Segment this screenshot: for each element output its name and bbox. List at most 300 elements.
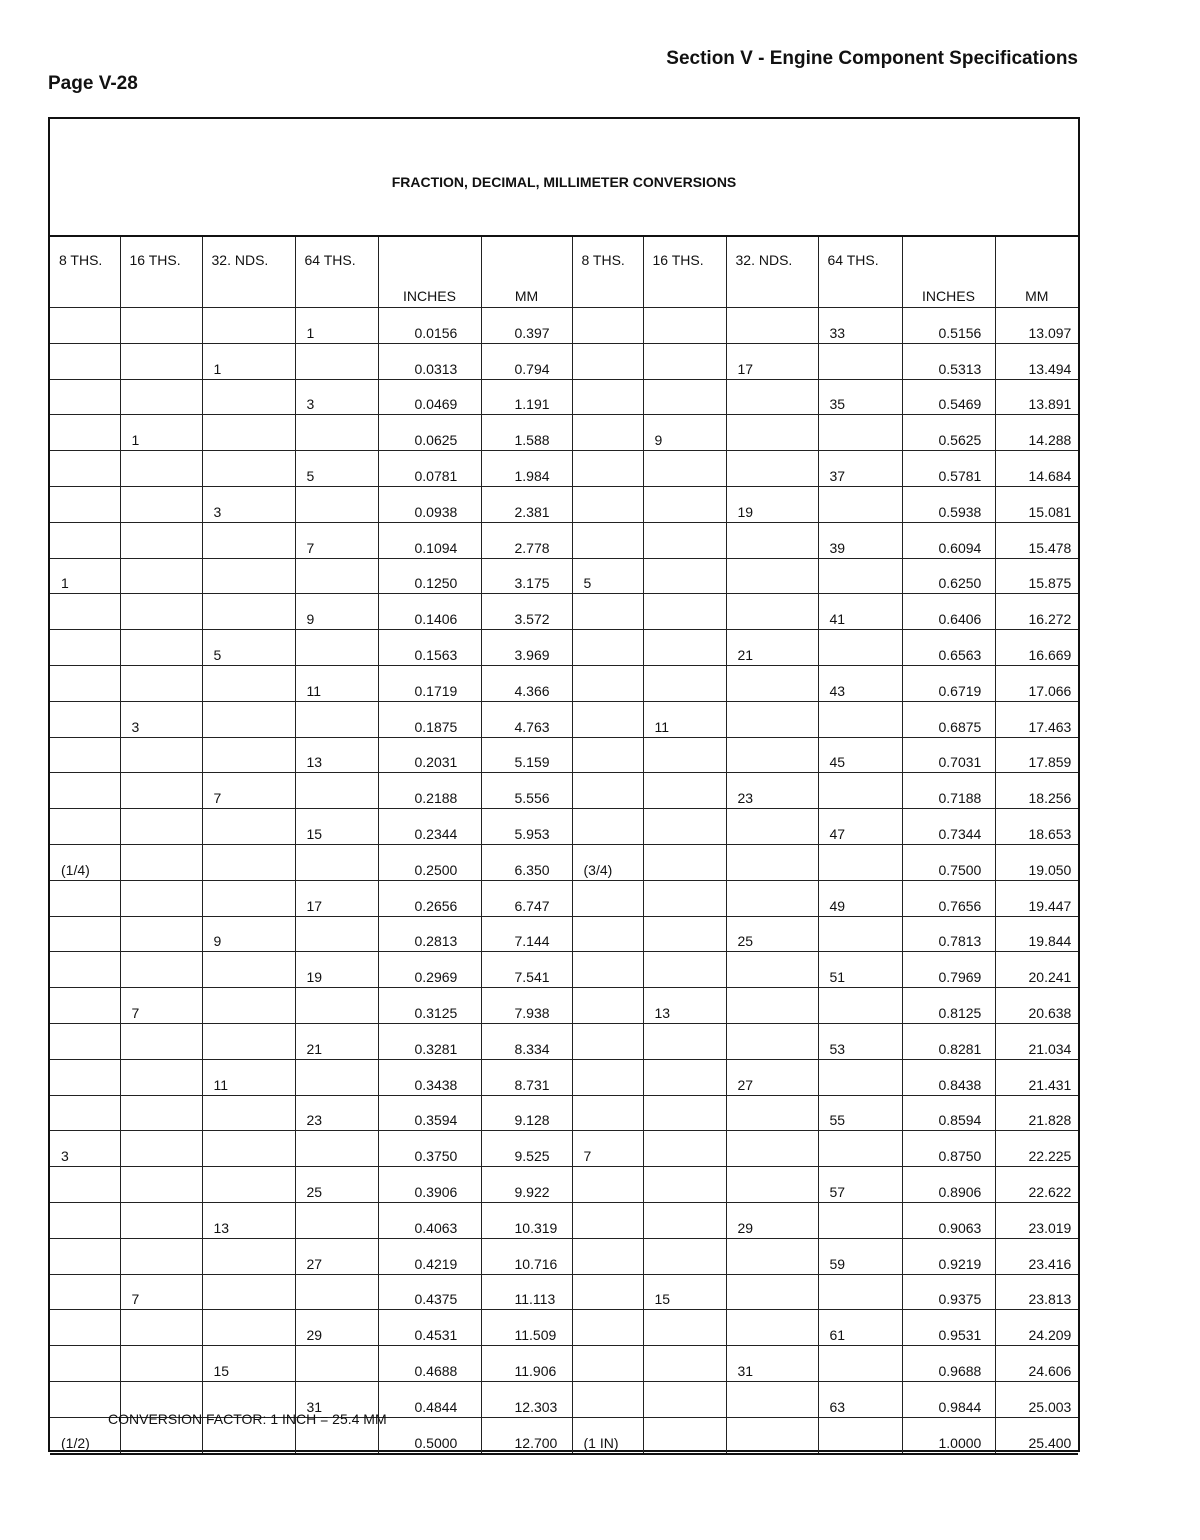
- table-cell: [50, 343, 120, 379]
- table-cell: 17.859: [995, 737, 1078, 773]
- table-cell: [50, 1059, 120, 1095]
- conversion-factor-note: CONVERSION FACTOR: 1 INCH = 25.4 MM: [108, 1411, 387, 1427]
- table-cell: 7.938: [481, 988, 572, 1024]
- table-cell: [643, 343, 726, 379]
- table-cell: 12.700: [481, 1417, 572, 1453]
- table-cell: [818, 1274, 902, 1310]
- table-cell: [120, 844, 202, 880]
- table-cell: 0.7500: [902, 844, 995, 880]
- table-cell: [726, 522, 818, 558]
- table-cell: 0.9531: [902, 1310, 995, 1346]
- table-cell: [572, 486, 643, 522]
- table-cell: [202, 809, 295, 845]
- table-cell: 0.8750: [902, 1131, 995, 1167]
- table-cell: [50, 451, 120, 487]
- table-cell: [572, 1095, 643, 1131]
- table-cell: 0.9844: [902, 1381, 995, 1417]
- table-cell: [120, 665, 202, 701]
- table-cell: 0.3125: [378, 988, 481, 1024]
- table-cell: [726, 988, 818, 1024]
- table-cell: 14.684: [995, 451, 1078, 487]
- table-cell: [818, 988, 902, 1024]
- table-cell: [643, 1023, 726, 1059]
- table-cell: [726, 594, 818, 630]
- table-cell: 10.319: [481, 1202, 572, 1238]
- table-cell: [295, 1202, 378, 1238]
- table-row: [50, 737, 1078, 773]
- table-cell: [120, 1346, 202, 1382]
- table-cell: [120, 308, 202, 344]
- table-cell: 2.778: [481, 522, 572, 558]
- table-cell: 0.8906: [902, 1167, 995, 1203]
- table-cell: 3: [295, 379, 378, 415]
- table-cell: 17: [726, 343, 818, 379]
- table-cell: [202, 415, 295, 451]
- table-cell: [295, 630, 378, 666]
- table-cell: [572, 988, 643, 1024]
- table-cell: 0.4375: [378, 1274, 481, 1310]
- table-row: [50, 630, 1078, 666]
- table-cell: [643, 844, 726, 880]
- table-cell: 24.606: [995, 1346, 1078, 1382]
- table-cell: [726, 1310, 818, 1346]
- table-cell: [572, 1202, 643, 1238]
- table-cell: [726, 1274, 818, 1310]
- table-cell: 19: [726, 486, 818, 522]
- table-cell: 0.3594: [378, 1095, 481, 1131]
- column-header: 32. NDS.: [202, 236, 295, 308]
- table-cell: [726, 1167, 818, 1203]
- table-cell: 5.159: [481, 737, 572, 773]
- table-cell: [572, 1310, 643, 1346]
- table-cell: 0.4063: [378, 1202, 481, 1238]
- table-cell: 0.7969: [902, 952, 995, 988]
- table-cell: [818, 415, 902, 451]
- table-cell: 0.7188: [902, 773, 995, 809]
- table-row: [50, 773, 1078, 809]
- table-cell: 0.3750: [378, 1131, 481, 1167]
- table-cell: 39: [818, 522, 902, 558]
- table-cell: [120, 630, 202, 666]
- table-cell: [295, 701, 378, 737]
- table-cell: 3: [120, 701, 202, 737]
- table-cell: [120, 522, 202, 558]
- table-cell: 25.400: [995, 1417, 1078, 1453]
- table-cell: 20.241: [995, 952, 1078, 988]
- table-row: [50, 558, 1078, 594]
- table-row: [50, 1131, 1078, 1167]
- table-cell: 51: [818, 952, 902, 988]
- table-cell: 53: [818, 1023, 902, 1059]
- table-cell: [120, 1095, 202, 1131]
- table-cell: 14.288: [995, 415, 1078, 451]
- table-cell: [202, 952, 295, 988]
- table-cell: 45: [818, 737, 902, 773]
- table-cell: [818, 1346, 902, 1382]
- table-cell: 0.1406: [378, 594, 481, 630]
- table-cell: [295, 1274, 378, 1310]
- table-cell: [572, 665, 643, 701]
- table-cell: [295, 415, 378, 451]
- table-cell: 0.1719: [378, 665, 481, 701]
- table-row: [50, 665, 1078, 701]
- table-cell: 7.144: [481, 916, 572, 952]
- table-cell: 23.019: [995, 1202, 1078, 1238]
- page-number: Page V-28: [48, 73, 138, 94]
- table-cell: [50, 1095, 120, 1131]
- table-cell: 0.6719: [902, 665, 995, 701]
- table-cell: [120, 558, 202, 594]
- table-row: [50, 1167, 1078, 1203]
- table-title: FRACTION, DECIMAL, MILLIMETER CONVERSIONS: [391, 174, 737, 190]
- table-cell: 6.350: [481, 844, 572, 880]
- table-cell: 19: [295, 952, 378, 988]
- table-cell: 15.478: [995, 522, 1078, 558]
- table-cell: 21.828: [995, 1095, 1078, 1131]
- table-cell: 3: [50, 1131, 120, 1167]
- table-cell: 21: [295, 1023, 378, 1059]
- table-cell: [295, 1059, 378, 1095]
- table-cell: [572, 952, 643, 988]
- table-cell: [120, 343, 202, 379]
- table-cell: 2.381: [481, 486, 572, 522]
- table-cell: [643, 952, 726, 988]
- table-cell: [50, 1023, 120, 1059]
- table-cell: [202, 1274, 295, 1310]
- table-cell: [643, 1131, 726, 1167]
- table-cell: 0.4688: [378, 1346, 481, 1382]
- table-cell: 13: [295, 737, 378, 773]
- table-cell: [643, 665, 726, 701]
- table-cell: [572, 1059, 643, 1095]
- table-cell: [818, 1131, 902, 1167]
- table-cell: [726, 1381, 818, 1417]
- table-cell: [643, 630, 726, 666]
- table-cell: [295, 916, 378, 952]
- table-row: [50, 1310, 1078, 1346]
- table-row: [50, 1346, 1078, 1382]
- table-cell: 1.0000: [902, 1417, 995, 1453]
- table-cell: 0.0625: [378, 415, 481, 451]
- column-header: 64 THS.: [818, 236, 902, 308]
- table-cell: 0.2031: [378, 737, 481, 773]
- table-body: [50, 308, 1078, 1454]
- table-cell: [295, 558, 378, 594]
- table-cell: [643, 1310, 726, 1346]
- table-cell: 13.494: [995, 343, 1078, 379]
- table-cell: 5: [202, 630, 295, 666]
- table-cell: 13.097: [995, 308, 1078, 344]
- table-cell: 19.844: [995, 916, 1078, 952]
- table-cell: 17.066: [995, 665, 1078, 701]
- table-cell: [50, 379, 120, 415]
- table-cell: [50, 737, 120, 773]
- conversion-table-frame: [48, 117, 1080, 1452]
- table-cell: [643, 1095, 726, 1131]
- table-cell: 25.003: [995, 1381, 1078, 1417]
- table-cell: 61: [818, 1310, 902, 1346]
- table-cell: 31: [295, 1381, 378, 1417]
- table-cell: [120, 880, 202, 916]
- table-cell: [295, 343, 378, 379]
- table-cell: 9: [202, 916, 295, 952]
- table-cell: [726, 1023, 818, 1059]
- table-cell: [818, 1417, 902, 1453]
- table-cell: [643, 522, 726, 558]
- table-cell: [572, 1381, 643, 1417]
- conversion-table: [50, 235, 1078, 1455]
- table-cell: [726, 880, 818, 916]
- table-cell: [50, 486, 120, 522]
- table-cell: [726, 1131, 818, 1167]
- table-cell: [726, 809, 818, 845]
- table-cell: [726, 379, 818, 415]
- column-header: INCHES: [902, 236, 995, 308]
- table-cell: 3.969: [481, 630, 572, 666]
- table-cell: 24.209: [995, 1310, 1078, 1346]
- table-row: [50, 1095, 1078, 1131]
- table-cell: 0.2969: [378, 952, 481, 988]
- table-cell: 0.7344: [902, 809, 995, 845]
- table-cell: [643, 1417, 726, 1453]
- table-cell: 3.572: [481, 594, 572, 630]
- table-cell: [643, 773, 726, 809]
- table-cell: 11: [643, 701, 726, 737]
- table-cell: 0.5469: [902, 379, 995, 415]
- table-cell: [726, 844, 818, 880]
- table-cell: [50, 522, 120, 558]
- table-cell: [572, 737, 643, 773]
- table-cell: [818, 630, 902, 666]
- table-cell: 0.5938: [902, 486, 995, 522]
- table-cell: [643, 1346, 726, 1382]
- table-cell: [818, 343, 902, 379]
- table-cell: 4.763: [481, 701, 572, 737]
- table-cell: [50, 308, 120, 344]
- table-cell: [572, 880, 643, 916]
- table-cell: [50, 916, 120, 952]
- table-cell: 9: [295, 594, 378, 630]
- table-cell: [572, 415, 643, 451]
- table-cell: [818, 1202, 902, 1238]
- table-cell: (3/4): [572, 844, 643, 880]
- table-cell: [572, 308, 643, 344]
- table-cell: 15: [202, 1346, 295, 1382]
- table-row: [50, 308, 1078, 344]
- table-cell: [202, 451, 295, 487]
- table-cell: [120, 1131, 202, 1167]
- table-cell: 0.2344: [378, 809, 481, 845]
- table-cell: 49: [818, 880, 902, 916]
- table-cell: 0.8125: [902, 988, 995, 1024]
- table-cell: 11.906: [481, 1346, 572, 1382]
- table-cell: [120, 1059, 202, 1095]
- table-cell: 35: [818, 379, 902, 415]
- table-cell: 57: [818, 1167, 902, 1203]
- table-cell: 5: [572, 558, 643, 594]
- table-row: [50, 988, 1078, 1024]
- table-cell: 0.1875: [378, 701, 481, 737]
- table-cell: [202, 558, 295, 594]
- table-row: [50, 809, 1078, 845]
- table-cell: 47: [818, 809, 902, 845]
- table-cell: 21: [726, 630, 818, 666]
- column-header: 64 THS.: [295, 236, 378, 308]
- table-cell: [50, 1202, 120, 1238]
- table-cell: 0.9219: [902, 1238, 995, 1274]
- table-cell: 23.416: [995, 1238, 1078, 1274]
- table-cell: 1.984: [481, 451, 572, 487]
- table-row: [50, 701, 1078, 737]
- table-cell: [295, 988, 378, 1024]
- table-cell: [120, 486, 202, 522]
- table-cell: 5.556: [481, 773, 572, 809]
- table-row: [50, 1023, 1078, 1059]
- table-cell: 15.081: [995, 486, 1078, 522]
- table-cell: 8.731: [481, 1059, 572, 1095]
- table-cell: [572, 916, 643, 952]
- table-cell: 19.050: [995, 844, 1078, 880]
- table-cell: [120, 737, 202, 773]
- table-cell: [120, 773, 202, 809]
- table-cell: 29: [726, 1202, 818, 1238]
- table-cell: [202, 880, 295, 916]
- table-cell: 10.716: [481, 1238, 572, 1274]
- table-cell: [295, 844, 378, 880]
- table-cell: 27: [726, 1059, 818, 1095]
- table-cell: [643, 594, 726, 630]
- table-row: [50, 1202, 1078, 1238]
- table-cell: 9.128: [481, 1095, 572, 1131]
- table-cell: [572, 343, 643, 379]
- table-cell: 59: [818, 1238, 902, 1274]
- table-cell: [726, 1417, 818, 1453]
- table-cell: 0.0781: [378, 451, 481, 487]
- table-cell: [572, 594, 643, 630]
- table-cell: [572, 1346, 643, 1382]
- table-cell: [202, 1023, 295, 1059]
- table-cell: 7: [120, 988, 202, 1024]
- table-cell: [50, 630, 120, 666]
- table-cell: [643, 1202, 726, 1238]
- table-cell: [50, 415, 120, 451]
- column-header: 8 THS.: [50, 236, 120, 308]
- table-cell: [50, 809, 120, 845]
- table-cell: 0.0313: [378, 343, 481, 379]
- table-cell: [202, 1095, 295, 1131]
- table-cell: 1: [202, 343, 295, 379]
- table-cell: [643, 880, 726, 916]
- table-cell: 23: [726, 773, 818, 809]
- table-cell: 0.3438: [378, 1059, 481, 1095]
- table-cell: [295, 773, 378, 809]
- table-cell: (1 IN): [572, 1417, 643, 1453]
- table-cell: [202, 844, 295, 880]
- table-cell: [120, 1238, 202, 1274]
- table-cell: 11: [295, 665, 378, 701]
- table-cell: [818, 916, 902, 952]
- table-cell: [726, 1095, 818, 1131]
- table-cell: [572, 809, 643, 845]
- table-cell: [572, 1238, 643, 1274]
- table-cell: 22.622: [995, 1167, 1078, 1203]
- table-cell: 0.0938: [378, 486, 481, 522]
- column-header: INCHES: [378, 236, 481, 308]
- table-cell: [643, 308, 726, 344]
- table-cell: 0.397: [481, 308, 572, 344]
- table-cell: 18.653: [995, 809, 1078, 845]
- table-cell: 55: [818, 1095, 902, 1131]
- table-cell: [572, 773, 643, 809]
- table-cell: [50, 1310, 120, 1346]
- table-cell: 1: [295, 308, 378, 344]
- table-cell: [202, 1310, 295, 1346]
- table-cell: [643, 486, 726, 522]
- table-cell: 3: [202, 486, 295, 522]
- table-cell: 16.669: [995, 630, 1078, 666]
- table-row: [50, 1059, 1078, 1095]
- table-row: [50, 486, 1078, 522]
- table-cell: [50, 988, 120, 1024]
- table-cell: [726, 558, 818, 594]
- table-cell: 0.1563: [378, 630, 481, 666]
- table-cell: 1: [120, 415, 202, 451]
- table-cell: [202, 308, 295, 344]
- table-cell: [50, 1167, 120, 1203]
- table-cell: 0.0469: [378, 379, 481, 415]
- table-cell: [643, 1167, 726, 1203]
- column-header: 32. NDS.: [726, 236, 818, 308]
- table-cell: 4.366: [481, 665, 572, 701]
- table-cell: 15: [295, 809, 378, 845]
- table-row: [50, 844, 1078, 880]
- table-cell: [643, 737, 726, 773]
- table-cell: 13: [202, 1202, 295, 1238]
- table-cell: [295, 486, 378, 522]
- table-cell: [643, 1059, 726, 1095]
- table-cell: 23.813: [995, 1274, 1078, 1310]
- column-header: MM: [481, 236, 572, 308]
- table-cell: 3.175: [481, 558, 572, 594]
- table-cell: [202, 737, 295, 773]
- table-cell: 25: [726, 916, 818, 952]
- table-cell: 0.8438: [902, 1059, 995, 1095]
- table-cell: (1/2): [50, 1417, 120, 1453]
- table-cell: [818, 701, 902, 737]
- table-cell: [50, 1238, 120, 1274]
- table-row: [50, 415, 1078, 451]
- table-cell: 7.541: [481, 952, 572, 988]
- table-cell: 7: [295, 522, 378, 558]
- table-cell: 0.4844: [378, 1381, 481, 1417]
- table-cell: 43: [818, 665, 902, 701]
- table-cell: 0.6094: [902, 522, 995, 558]
- table-cell: [643, 916, 726, 952]
- table-cell: 0.6250: [902, 558, 995, 594]
- table-cell: [120, 1023, 202, 1059]
- table-cell: 1: [50, 558, 120, 594]
- table-cell: [572, 1274, 643, 1310]
- table-row: [50, 522, 1078, 558]
- table-cell: [202, 988, 295, 1024]
- table-cell: [726, 952, 818, 988]
- column-header: 8 THS.: [572, 236, 643, 308]
- table-row: [50, 880, 1078, 916]
- table-cell: [120, 1202, 202, 1238]
- table-cell: [572, 701, 643, 737]
- table-cell: 21.431: [995, 1059, 1078, 1095]
- table-cell: 63: [818, 1381, 902, 1417]
